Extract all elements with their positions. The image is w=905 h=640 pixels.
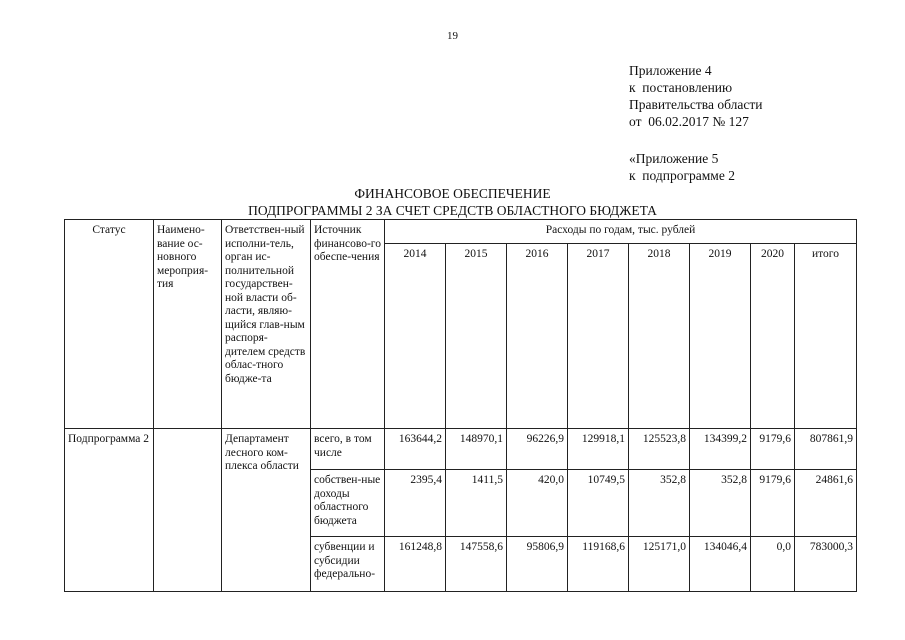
cell-value: 352,8 (690, 470, 751, 537)
cell-value: 10749,5 (568, 470, 629, 537)
cell-status: Подпрограмма 2 (65, 429, 154, 592)
cell-value: 783000,3 (795, 537, 857, 592)
header-status: Статус (65, 220, 154, 429)
document-subtitle: ПОДПРОГРАММЫ 2 ЗА СЧЕТ СРЕДСТВ ОБЛАСТНОГО БЮДЖЕТА (248, 203, 657, 218)
financing-table (64, 219, 857, 592)
cell-value: 0,0 (751, 537, 795, 592)
table-row (65, 429, 857, 470)
cell-value: 9179,6 (751, 429, 795, 470)
cell-measure (154, 429, 222, 592)
cell-value: 807861,9 (795, 429, 857, 470)
appendix-inner-block (629, 150, 735, 184)
appendix-line: от 06.02.2017 № 127 (629, 114, 749, 129)
header-row (65, 220, 857, 244)
cell-value: 148970,1 (446, 429, 507, 470)
cell-value: 125171,0 (629, 537, 690, 592)
header-source: Источник финансово-го обеспе-чения (311, 220, 385, 429)
cell-value: 352,8 (629, 470, 690, 537)
header-year: 2016 (507, 244, 568, 429)
cell-value: 163644,2 (385, 429, 446, 470)
header-expenses: Расходы по годам, тыс. рублей (385, 220, 857, 244)
header-year: 2019 (690, 244, 751, 429)
page-number: 19 (447, 30, 458, 42)
cell-value: 129918,1 (568, 429, 629, 470)
cell-value: 119168,6 (568, 537, 629, 592)
cell-value: 1411,5 (446, 470, 507, 537)
header-measure: Наимено-вание ос-новного мероприя-тия (154, 220, 222, 429)
cell-value: 134399,2 (690, 429, 751, 470)
header-year: 2017 (568, 244, 629, 429)
header-total: итого (795, 244, 857, 429)
appendix-inner-line: «Приложение 5 (629, 151, 719, 166)
appendix-inner-line: к подпрограмме 2 (629, 168, 735, 183)
cell-executor: Департамент лесного ком-плекса области (222, 429, 311, 592)
appendix-line: Правительства области (629, 97, 763, 112)
header-year: 2020 (751, 244, 795, 429)
cell-value: 420,0 (507, 470, 568, 537)
cell-source: субвенции и субсидии федерально- (311, 537, 385, 592)
cell-value: 125523,8 (629, 429, 690, 470)
cell-value: 161248,8 (385, 537, 446, 592)
cell-source: собствен-ные доходы областного бюджета (311, 470, 385, 537)
header-year: 2018 (629, 244, 690, 429)
cell-source: всего, в том числе (311, 429, 385, 470)
cell-value: 95806,9 (507, 537, 568, 592)
appendix-line: к постановлению (629, 80, 733, 95)
cell-value: 24861,6 (795, 470, 857, 537)
document-title: ФИНАНСОВОЕ ОБЕСПЕЧЕНИЕ (354, 186, 551, 201)
cell-value: 9179,6 (751, 470, 795, 537)
appendix-block (629, 62, 762, 130)
cell-value: 96226,9 (507, 429, 568, 470)
cell-value: 2395,4 (385, 470, 446, 537)
header-year: 2015 (446, 244, 507, 429)
cell-value: 147558,6 (446, 537, 507, 592)
header-year: 2014 (385, 244, 446, 429)
header-executor: Ответствен-ный исполни-тель, орган ис-полнительной государствен-ной власти об-ласти, являю-щийся глав-ным распоря-дителем средств облас-тного бюдже-та (222, 220, 311, 429)
cell-value: 134046,4 (690, 537, 751, 592)
appendix-line: Приложение 4 (629, 63, 712, 78)
